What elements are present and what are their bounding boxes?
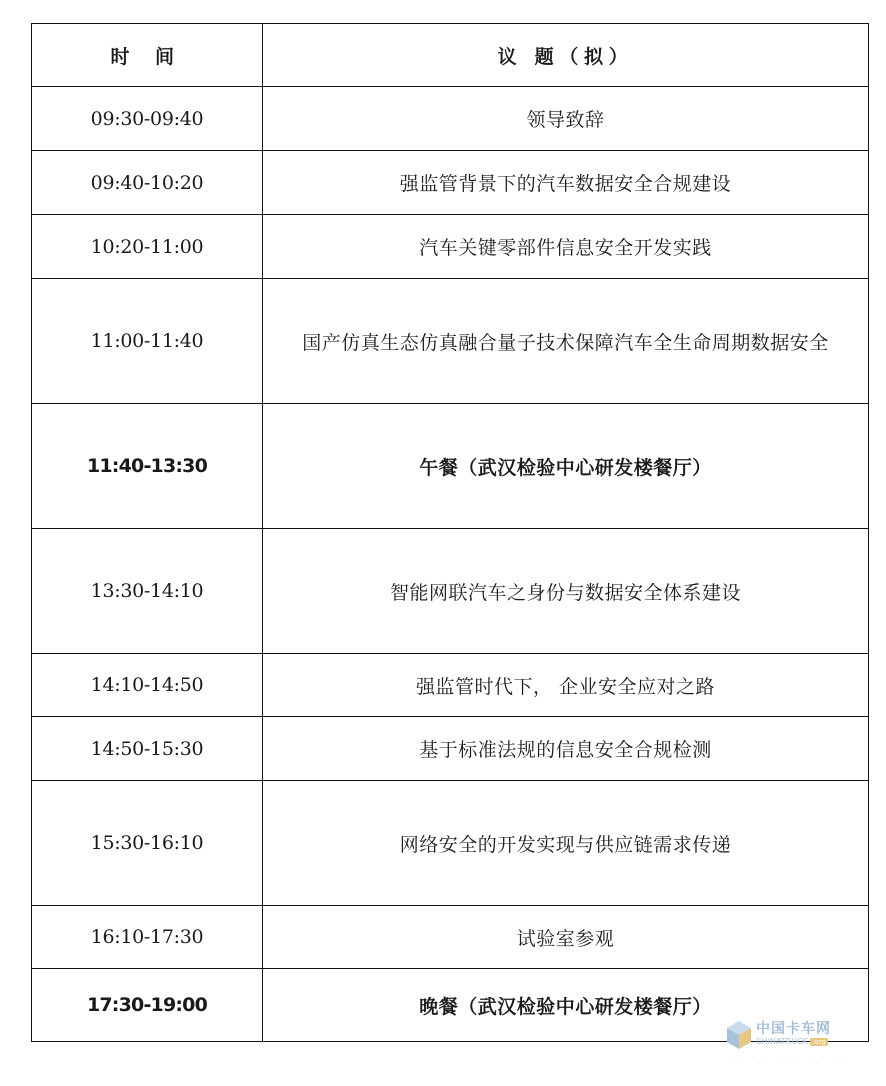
- time-cell: 11:00-11:40: [32, 279, 263, 404]
- watermark-name-en: [756, 1037, 828, 1046]
- table-row: [32, 87, 869, 151]
- topic-cell: 国产仿真生态仿真融合量子技术保障汽车全生命周期数据安全: [263, 279, 869, 404]
- time-cell: 14:10-14:50: [32, 654, 263, 717]
- topic-cell: 强监管背景下的汽车数据安全合规建设: [263, 151, 869, 215]
- time-cell: 17:30-19:00: [32, 969, 263, 1042]
- header-row: [32, 24, 869, 87]
- agenda-table: [31, 23, 869, 1042]
- time-cell: 13:30-14:10: [32, 529, 263, 654]
- table-row: [32, 654, 869, 717]
- topic-cell: 晚餐（武汉检验中心研发楼餐厅）: [263, 969, 869, 1042]
- topic-cell: 试验室参观: [263, 906, 869, 969]
- table-row: [32, 279, 869, 404]
- cube-logo-icon: [726, 1020, 752, 1050]
- topic-cell: 午餐（武汉检验中心研发楼餐厅）: [263, 404, 869, 529]
- topic-cell: 基于标准法规的信息安全合规检测: [263, 717, 869, 781]
- table-row: [32, 151, 869, 215]
- watermark-en-text: CHINATRUCK: [756, 1037, 808, 1046]
- topic-cell: 强监管时代下， 企业安全应对之路: [263, 654, 869, 717]
- time-column-header: 时 间: [32, 24, 263, 87]
- watermark-decoration: · · · · · · · · · · ·: [728, 1054, 853, 1061]
- time-cell: 14:50-15:30: [32, 717, 263, 781]
- watermark-badge: .org: [811, 1038, 826, 1046]
- time-cell: 15:30-16:10: [32, 781, 263, 906]
- time-cell: 10:20-11:00: [32, 215, 263, 279]
- topic-cell: 智能网联汽车之身份与数据安全体系建设: [263, 529, 869, 654]
- topic-column-header: 议 题（拟）: [263, 24, 869, 87]
- time-cell: 16:10-17:30: [32, 906, 263, 969]
- chinatruck-watermark: [726, 1016, 856, 1064]
- time-cell: 09:30-09:40: [32, 87, 263, 151]
- topic-cell: 网络安全的开发实现与供应链需求传递: [263, 781, 869, 906]
- table-row: [32, 717, 869, 781]
- topic-cell: 汽车关键零部件信息安全开发实践: [263, 215, 869, 279]
- table-row-lunch: [32, 404, 869, 529]
- time-cell: 09:40-10:20: [32, 151, 263, 215]
- table-row: [32, 906, 869, 969]
- time-cell: 11:40-13:30: [32, 404, 263, 529]
- topic-cell: 领导致辞: [263, 87, 869, 151]
- watermark-name-cn: 中国卡车网: [756, 1021, 831, 1037]
- table-row: [32, 529, 869, 654]
- table-row: [32, 781, 869, 906]
- table-row: [32, 215, 869, 279]
